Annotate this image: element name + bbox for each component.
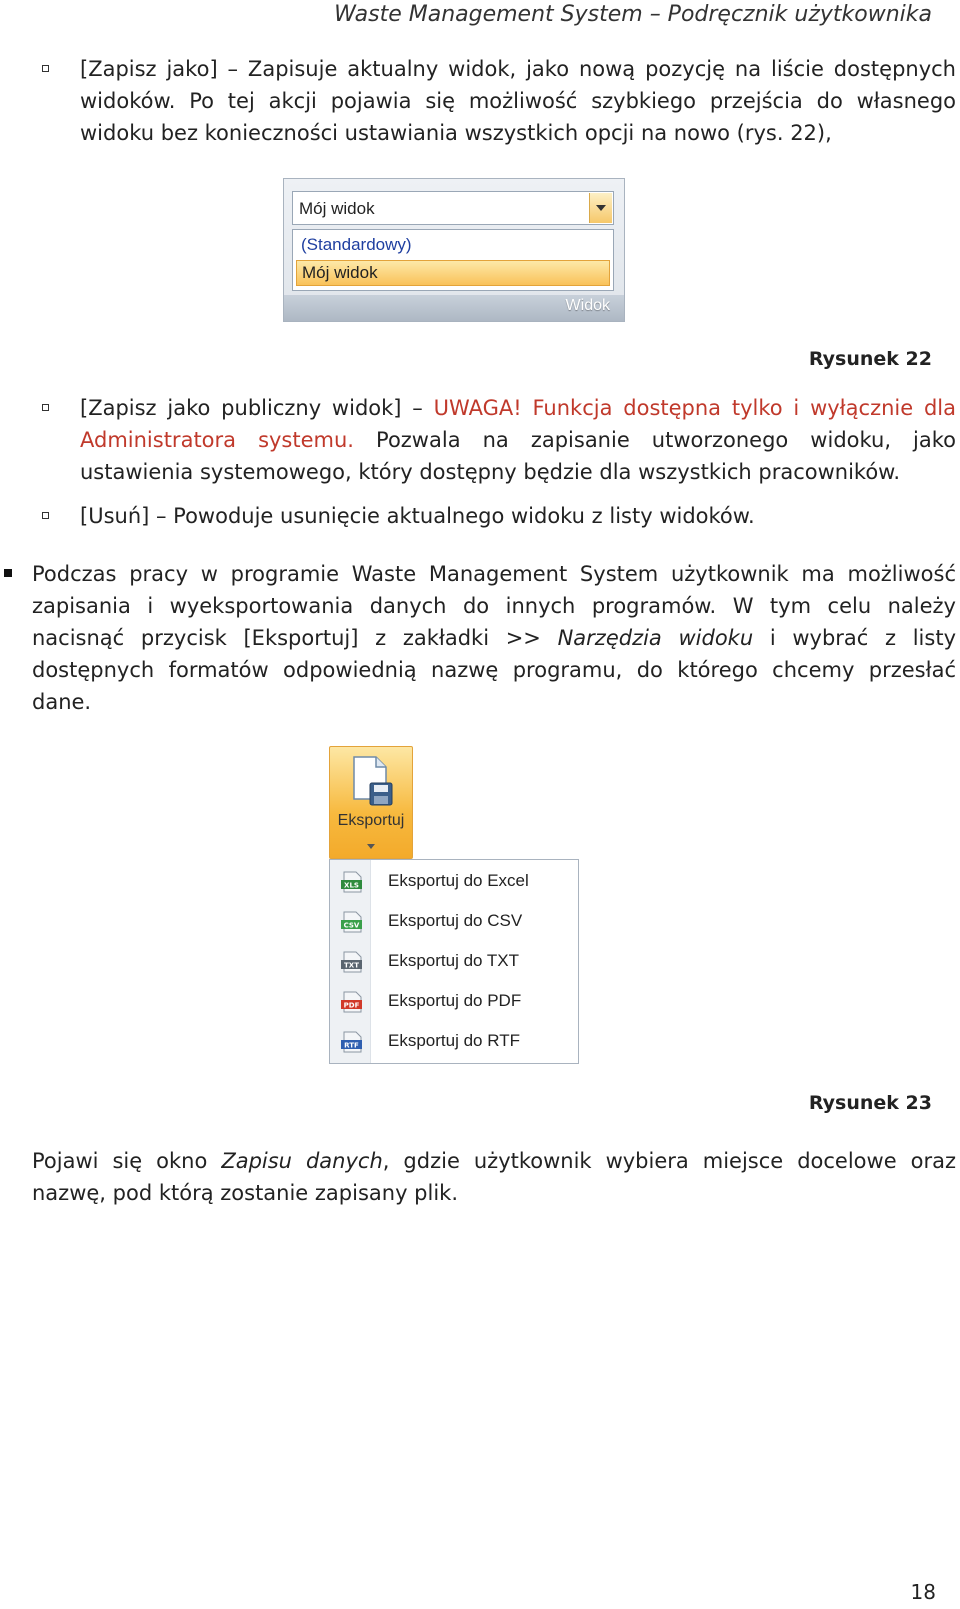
figure-22-caption: Rysunek 22	[808, 348, 932, 370]
main-bullet-paragraph: Podczas pracy w programie Waste Management System użytkownik ma możliwość zapisania i wyeksportowania danych do innych programów. W tym celu należy nacisnąć przycisk [Eksportuj] z zakładki >> Narzędzia widoku i wybrać z listy dostępnych formatów odpowiednią nazwę programu, do którego chcemy przesłać dane.	[32, 558, 956, 718]
chevron-down-icon[interactable]	[589, 193, 612, 223]
ribbon-group-footer	[284, 295, 624, 321]
caret-down-icon	[367, 844, 375, 849]
admin-warning: UWAGA! Funkcja dostępna tylko i wyłącznie dla Administratora systemu.	[80, 396, 957, 452]
menu-item-export-csv[interactable]: CSV Eksportuj do CSV	[330, 902, 578, 942]
filled-square-bullet-icon	[4, 569, 12, 577]
csv-icon	[341, 911, 363, 933]
figure-22-view-selector	[283, 178, 625, 322]
txt-icon	[341, 951, 363, 973]
svg-text:CSV: CSV	[343, 921, 360, 930]
export-button[interactable]	[329, 746, 413, 859]
final-paragraph: Pojawi się okno Zapisu danych, gdzie użytkownik wybiera miejsce docelowe oraz nazwę, pod którą zostanie zapisany plik.	[32, 1149, 956, 1205]
list-item-save-as: [Zapisz jako] – Zapisuje aktualny widok, jako nową pozycję na liście dostępnych widoków. Po tej akcji pojawia się możliwość szybkiego przejścia do własnego widoku bez konieczności ustawiania wszystkich opcji na nowo (rys. 22),	[80, 53, 956, 149]
hollow-square-bullet-icon	[42, 512, 49, 519]
list-item-delete: [Usuń] – Powoduje usunięcie aktualnego widoku z listy widoków.	[80, 500, 956, 532]
pdf-icon	[341, 991, 363, 1013]
svg-text:RTF: RTF	[344, 1041, 359, 1050]
menu-item-export-excel[interactable]: XLS Eksportuj do Excel	[330, 862, 578, 902]
combobox-value: Mój widok	[299, 199, 375, 218]
page-header: Waste Management System – Podręcznik użytkownika	[334, 2, 932, 27]
xls-icon	[341, 871, 363, 893]
view-dropdown-list	[292, 229, 614, 291]
option-standard[interactable]: (Standardowy)	[301, 235, 412, 254]
svg-text:XLS: XLS	[344, 881, 359, 890]
menu-item-export-rtf[interactable]: RTF Eksportuj do RTF	[330, 1022, 578, 1062]
menu-item-export-pdf[interactable]: PDF Eksportuj do PDF	[330, 982, 578, 1022]
rtf-icon	[341, 1031, 363, 1053]
figure-23-caption: Rysunek 23	[808, 1092, 932, 1114]
option-my-view-selected[interactable]: Mój widok	[296, 260, 610, 286]
export-button-label: Eksportuj	[337, 812, 405, 829]
svg-text:TXT: TXT	[344, 961, 359, 970]
view-combobox[interactable]	[292, 191, 614, 225]
list-item-save-public: [Zapisz jako publiczny widok] – UWAGA! Funkcja dostępna tylko i wyłącznie dla Administratora systemu. Pozwala na zapisanie utworzonego widoku, jako ustawienia systemowego, który dostępny będzie dla wszystkich pracowników.	[80, 392, 956, 488]
hollow-square-bullet-icon	[42, 404, 49, 411]
page-number: 18	[910, 1580, 936, 1604]
save-document-icon	[350, 755, 394, 809]
menu-item-export-txt[interactable]: TXT Eksportuj do TXT	[330, 942, 578, 982]
hollow-square-bullet-icon	[42, 65, 49, 72]
export-dropdown-menu	[329, 859, 579, 1064]
svg-text:PDF: PDF	[343, 1001, 360, 1010]
ribbon-group-label: Widok	[565, 297, 610, 314]
